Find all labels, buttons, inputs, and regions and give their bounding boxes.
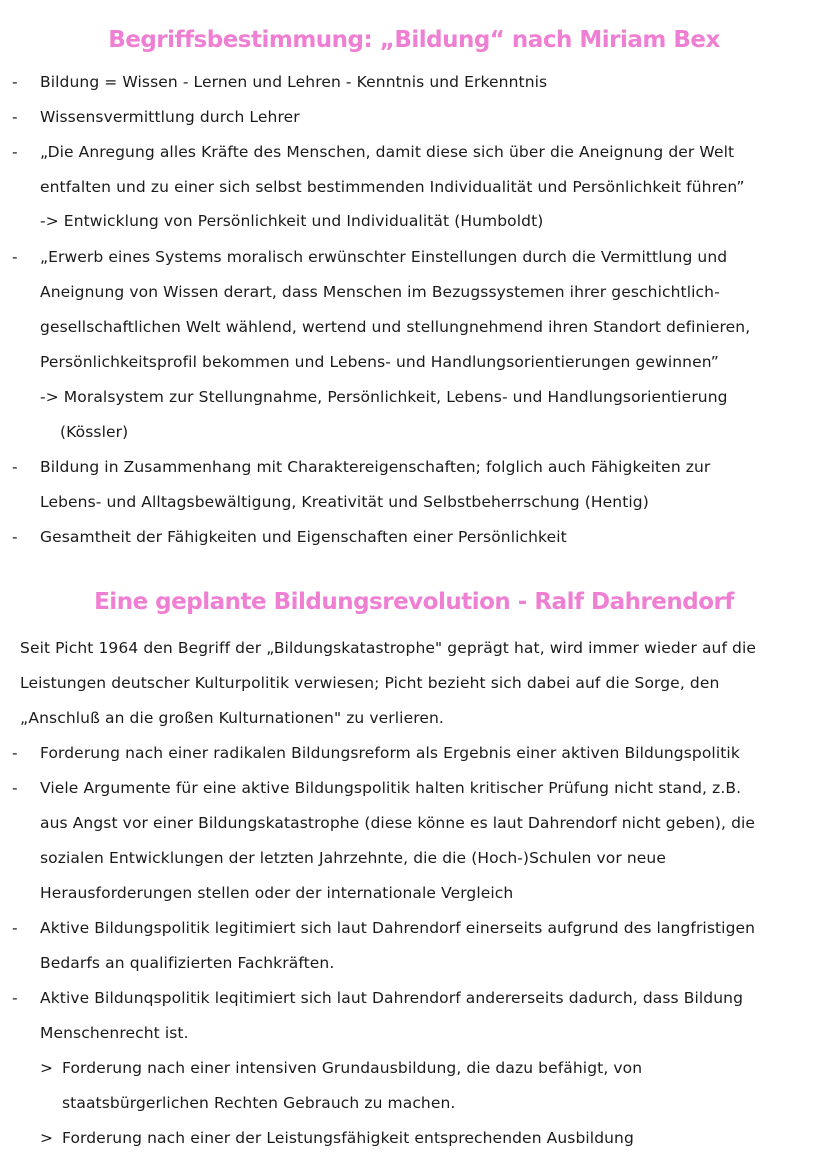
bullet-marker: - — [12, 779, 18, 797]
sub-bullet-marker: > — [40, 1059, 54, 1077]
section-1-line: Gesamtheit der Fähigkeiten und Eigenschaften einer Persönlichkeit — [40, 528, 567, 546]
section-2-line: Menschenrecht ist. — [40, 1024, 189, 1042]
bullet-marker: - — [12, 248, 18, 266]
section-2-line: Bedarfs an qualifizierten Fachkräften. — [40, 954, 335, 972]
section-1-line: -> Entwicklung von Persönlichkeit und Individualität (Humboldt) — [40, 212, 544, 230]
section-2-line: staatsbürgerlichen Rechten Gebrauch zu machen. — [62, 1094, 456, 1112]
bullet-marker: - — [12, 108, 18, 126]
section-2-line: Herausforderungen stellen oder der internationale Vergleich — [40, 884, 514, 902]
section-1-line: Bildung = Wissen - Lernen und Lehren - Kenntnis und Erkenntnis — [40, 73, 548, 91]
section-2-line: Forderung nach einer intensiven Grundausbildung, die dazu befähigt, von — [62, 1059, 643, 1077]
bullet-marker: - — [12, 73, 18, 91]
section-2-line: Aktive Bildungspolitik legitimiert sich laut Dahrendorf einerseits aufgrund des langfristigen — [40, 919, 756, 937]
bullet-marker: - — [12, 143, 18, 161]
section-2-line: Viele Argumente für eine aktive Bildungspolitik halten kritischer Prüfung nicht stand, z.B. — [40, 779, 742, 797]
section-1-line: entfalten und zu einer sich selbst bestimmenden Individualität und Persönlichkeit führen” — [40, 178, 745, 196]
section-2-line: „Anschluß an die großen Kulturnationen" zu verlieren. — [20, 709, 444, 727]
section-2-line: sozialen Entwicklungen der letzten Jahrzehnte, die die (Hoch-)Schulen vor neue — [40, 849, 666, 867]
bullet-marker: - — [12, 458, 18, 476]
section-2-line: Leistungen deutscher Kulturpolitik verwiesen; Picht bezieht sich dabei auf die Sorge, den — [20, 674, 720, 692]
section-1-line: -> Moralsystem zur Stellungnahme, Persönlichkeit, Lebens- und Handlungsorientierung — [40, 388, 728, 406]
bullet-marker: - — [12, 919, 18, 937]
section-1-line: „Erwerb eines Systems moralisch erwünschter Einstellungen durch die Vermittlung und — [40, 248, 728, 266]
sub-bullet-marker: > — [40, 1129, 54, 1147]
section-1-line: Wissensvermittlung durch Lehrer — [40, 108, 300, 126]
bullet-marker: - — [12, 528, 18, 546]
section-2-line: aus Angst vor einer Bildungskatastrophe (diese könne es laut Dahrendorf nicht geben), die — [40, 814, 756, 832]
section-2-title: Eine geplante Bildungsrevolution - Ralf Dahrendorf — [94, 589, 734, 615]
section-1-line: Bildung in Zusammenhang mit Charaktereigenschaften; folglich auch Fähigkeiten zur — [40, 458, 711, 476]
section-1-line: Aneignung von Wissen derart, dass Menschen im Bezugssystemen ihrer geschichtlich- — [40, 283, 720, 301]
section-1-line: (Kössler) — [60, 423, 129, 441]
section-2-line: Aktive Bildunqspolitik leqitimiert sich laut Dahrendorf andererseits dadurch, dass Bildung — [40, 989, 744, 1007]
section-1-title: Begriffsbestimmung: „Bildung“ nach Miriam Bex — [108, 27, 720, 53]
section-1-line: Lebens- und Alltagsbewältigung, Kreativität und Selbstbeherrschung (Hentig) — [40, 493, 649, 511]
section-2-line: Forderung nach einer radikalen Bildungsreform als Ergebnis einer aktiven Bildungspolitik — [40, 744, 740, 762]
section-2-line: Forderung nach einer der Leistungsfähigkeit entsprechenden Ausbildung — [62, 1129, 634, 1147]
bullet-marker: - — [12, 989, 18, 1007]
section-1-line: Persönlichkeitsprofil bekommen und Lebens- und Handlungsorientierungen gewinnen” — [40, 353, 719, 371]
section-2-line: Seit Picht 1964 den Begriff der „Bildungskatastrophe" geprägt hat, wird immer wieder auf die — [20, 639, 757, 657]
section-1-line: gesellschaftlichen Welt wählend, wertend und stellungnehmend ihren Standort definieren, — [40, 318, 751, 336]
bullet-marker: - — [12, 744, 18, 762]
section-1-line: „Die Anregung alles Kräfte des Menschen, damit diese sich über die Aneignung der Welt — [40, 143, 735, 161]
